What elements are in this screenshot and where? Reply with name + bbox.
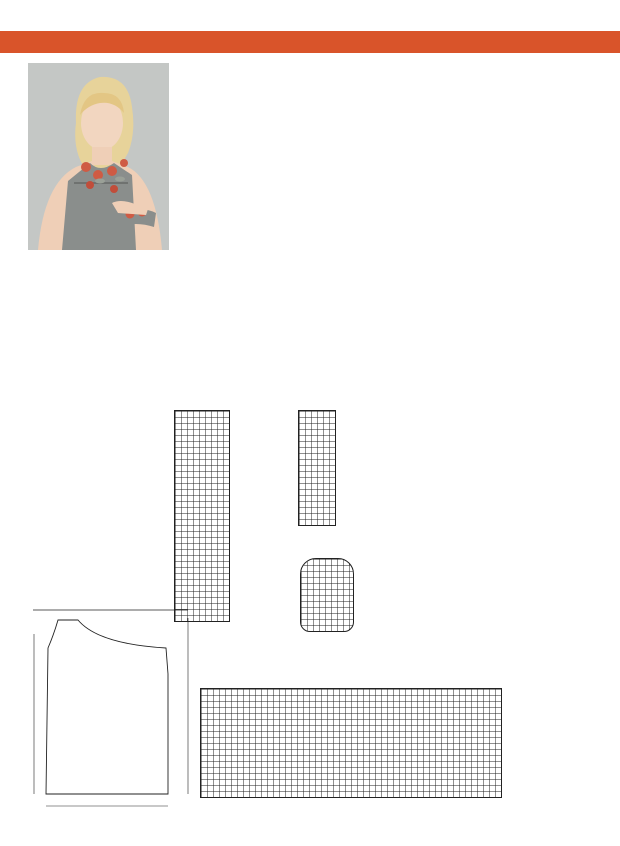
scheme-d-grid — [300, 558, 354, 632]
scheme-a-grid — [200, 688, 502, 798]
scheme-b-grid — [174, 410, 230, 622]
model-photo — [28, 63, 169, 250]
model-photo-illustration — [28, 63, 169, 250]
title-banner — [0, 31, 620, 53]
pattern-outline — [28, 604, 198, 814]
scheme-c-grid — [298, 410, 336, 526]
